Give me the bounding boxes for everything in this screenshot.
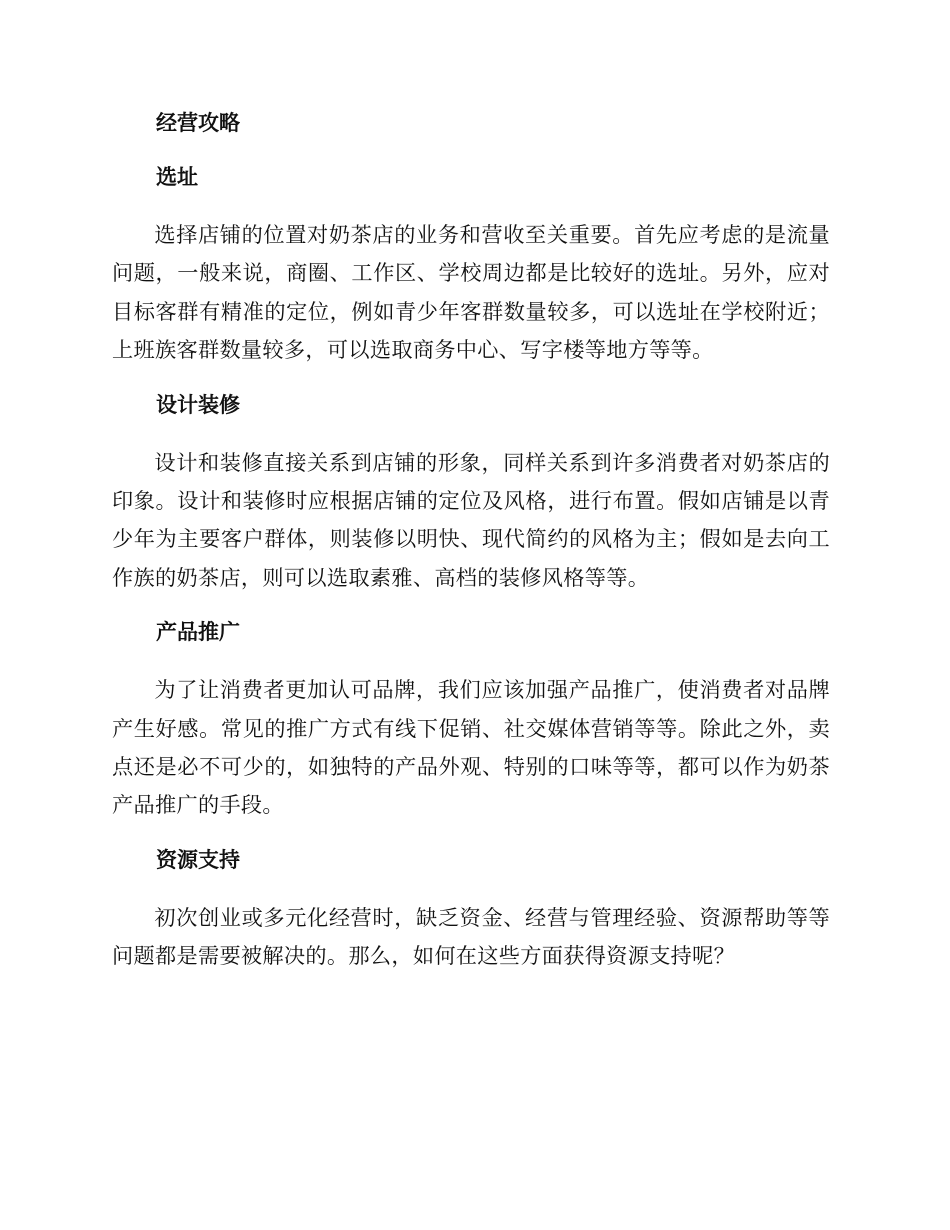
- section-paragraph: 设计和装修直接关系到店铺的形象，同样关系到许多消费者对奶茶店的印象。设计和装修时应根据店铺的定位及风格，进行布置。假如店铺是以青少年为主要客户群体，则装修以明快、现代简约的风格为主；假如是去向工作族的奶茶店，则可以选取素雅、高档的装修风格等等。: [112, 449, 830, 590]
- section-promotion: [112, 617, 830, 825]
- section-heading: 设计装修: [156, 392, 240, 417]
- section-location: [112, 162, 830, 370]
- document-page: [112, 108, 830, 996]
- section-heading: 产品推广: [156, 620, 240, 645]
- section-paragraph: 初次创业或多元化经营时，缺乏资金、经营与管理经验、资源帮助等等问题都是需要被解决的。那么，如何在这些方面获得资源支持呢？: [112, 904, 830, 969]
- section-heading: 选址: [156, 165, 198, 189]
- section-paragraph: 为了让消费者更加认可品牌，我们应该加强产品推广，使消费者对品牌产生好感。常见的推广方式有线下促销、社交媒体营销等等。除此之外，卖点还是必不可少的，如独特的产品外观、特别的口味等等，都可以作为奶茶产品推广的手段。: [112, 677, 830, 818]
- document-title: 经营攻略: [156, 111, 240, 135]
- section-resources: [112, 845, 830, 976]
- section-paragraph: 选择店铺的位置对奶茶店的业务和营收至关重要。首先应考虑的是流量问题，一般来说，商圈、工作区、学校周边都是比较好的选址。另外，应对目标客群有精准的定位，例如青少年客群数量较多，可以选址在学校附近；上班族客群数量较多，可以选取商务中心、写字楼等地方等等。: [112, 222, 830, 363]
- section-heading: 资源支持: [156, 847, 240, 872]
- section-design: [112, 390, 830, 598]
